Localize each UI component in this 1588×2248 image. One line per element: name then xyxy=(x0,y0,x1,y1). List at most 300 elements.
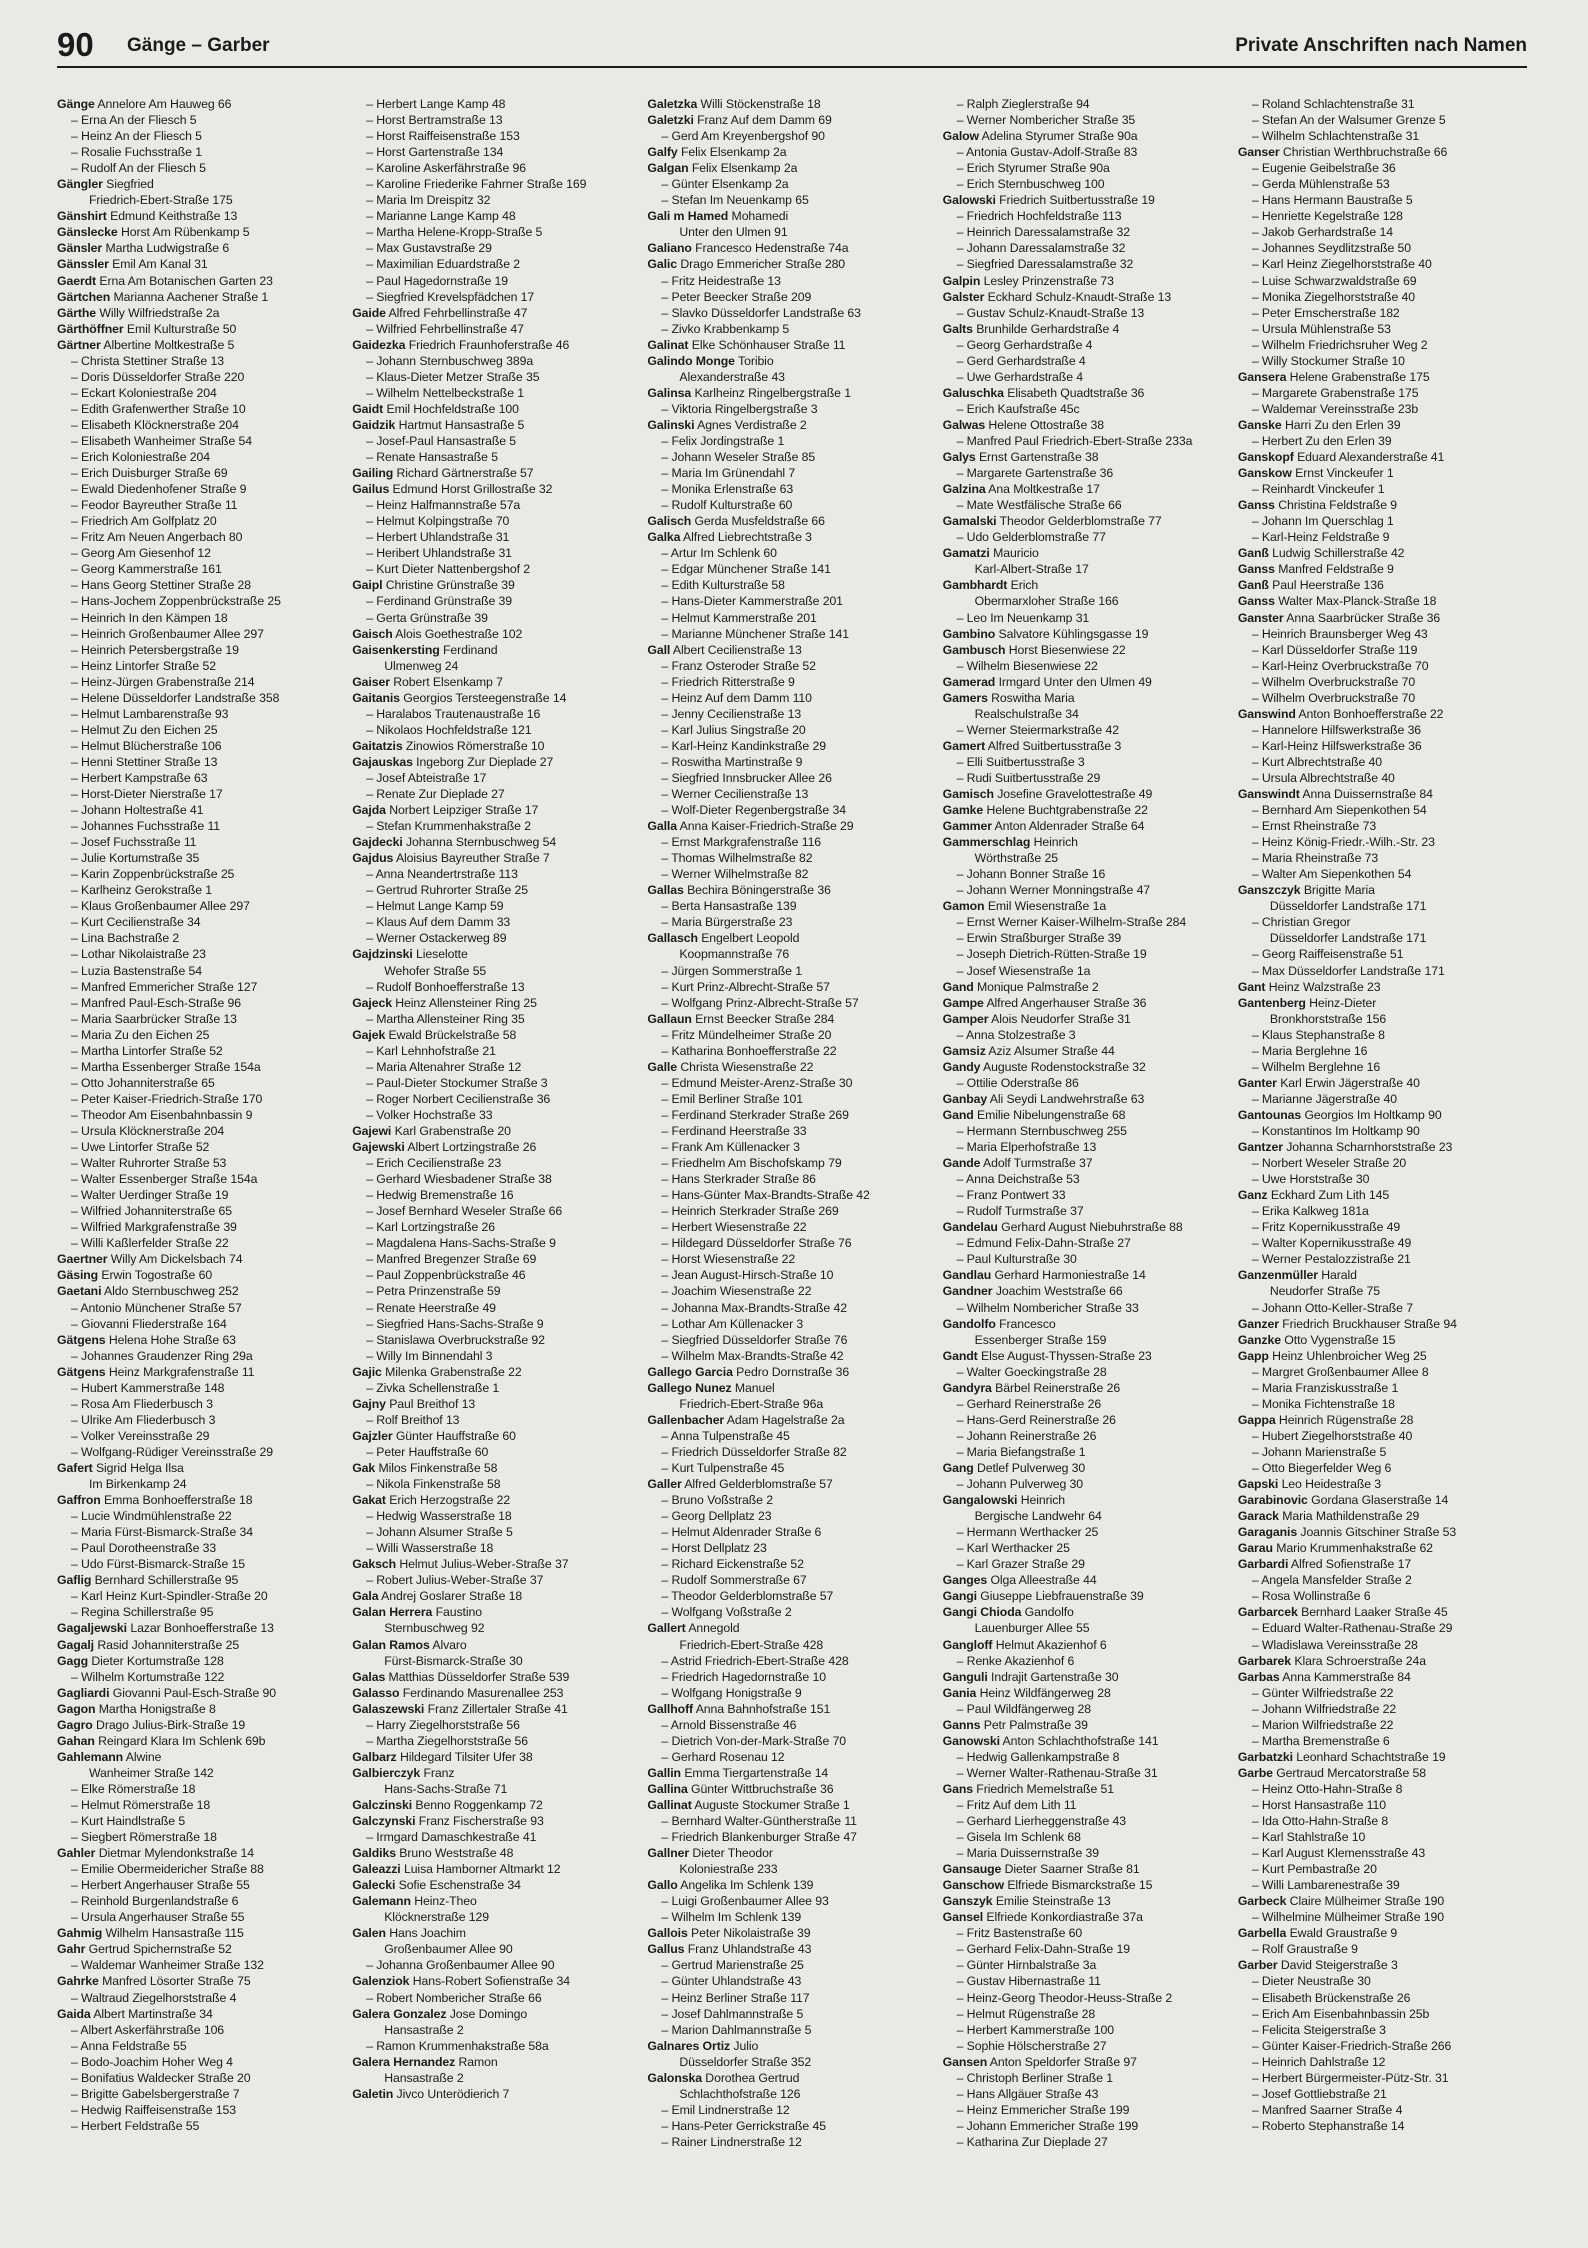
entry-text: – Erich Duisburger Straße 69 xyxy=(71,466,228,481)
directory-entry xyxy=(352,369,641,385)
entry-text: – Johann Marienstraße 5 xyxy=(1251,1444,1387,1459)
surname: Gallus xyxy=(647,1942,685,1957)
directory-entry xyxy=(1238,995,1527,1011)
entry-text: – Wilhelm Schlachtenstraße 31 xyxy=(1251,129,1420,144)
directory-entry xyxy=(647,722,936,738)
directory-entry xyxy=(647,256,936,272)
entry-text: Giovanni Paul-Esch-Straße 90 xyxy=(112,1685,277,1700)
directory-entry xyxy=(352,722,641,738)
entry-text: – Gustav Hibernastraße 11 xyxy=(956,1974,1101,1989)
directory-entry xyxy=(57,930,346,946)
entry-text: – Margarete Gartenstraße 36 xyxy=(956,466,1114,481)
directory-entry xyxy=(647,497,936,513)
directory-entry xyxy=(647,481,936,497)
entry-text: – Werner Steiermarkstraße 42 xyxy=(956,722,1119,737)
entry-text: Wilhelm Hansastraße 115 xyxy=(105,1926,244,1941)
directory-entry xyxy=(1238,946,1527,962)
entry-text: Auguste Stockumer Straße 1 xyxy=(694,1797,850,1812)
directory-entry xyxy=(943,995,1232,1011)
surname: Gamon xyxy=(942,899,985,914)
entry-text: – Klaus Stephanstraße 8 xyxy=(1251,1027,1385,1042)
directory-entry xyxy=(647,1990,936,2006)
directory-entry xyxy=(647,2054,936,2070)
directory-entry xyxy=(57,2118,346,2134)
directory-entry xyxy=(57,208,346,224)
directory-entry xyxy=(1238,1813,1527,1829)
entry-text: – Bernhard Walter-Güntherstraße 11 xyxy=(661,1814,857,1829)
directory-entry xyxy=(647,1540,936,1556)
surname: Galan Herrera xyxy=(352,1605,433,1620)
directory-entry xyxy=(1238,1155,1527,1171)
entry-text: – Georg Raiffeisenstraße 51 xyxy=(1251,947,1404,962)
surname: Gallhoff xyxy=(647,1701,694,1716)
directory-entry xyxy=(352,144,641,160)
directory-entry xyxy=(57,1235,346,1251)
entry-text: Toribio xyxy=(738,353,774,368)
entry-text: Else August-Thyssen-Straße 23 xyxy=(980,1348,1152,1363)
directory-entry xyxy=(352,1572,641,1588)
directory-entry xyxy=(647,1524,936,1540)
directory-entry xyxy=(1238,866,1527,882)
entry-text: – Lothar Nikolaistraße 23 xyxy=(71,947,206,962)
entry-text: Heinz-Theo xyxy=(414,1894,477,1909)
directory-entry xyxy=(647,1171,936,1187)
directory-entry xyxy=(352,1412,641,1428)
directory-entry xyxy=(943,224,1232,240)
directory-entry xyxy=(943,1990,1232,2006)
directory-entry xyxy=(352,1011,641,1027)
entry-text: – Elisabeth Brückenstraße 26 xyxy=(1251,1990,1411,2005)
directory-entry xyxy=(352,337,641,353)
entry-text: – Klaus-Dieter Metzer Straße 35 xyxy=(366,369,540,384)
entry-text: – Hans-Günter Max-Brandts-Straße 42 xyxy=(661,1188,870,1203)
surname: Gang xyxy=(942,1460,974,1475)
entry-text: – Wolfgang Honigstraße 9 xyxy=(661,1685,802,1700)
entry-text: – Maria Bürgerstraße 23 xyxy=(661,915,793,930)
directory-entry xyxy=(943,1893,1232,1909)
entry-text: Claire Mülheimer Straße 190 xyxy=(1289,1894,1445,1909)
directory-entry xyxy=(1238,706,1527,722)
entry-text: – Friedrich Am Golfplatz 20 xyxy=(71,514,217,529)
entry-text: Bergische Landwehr 64 xyxy=(974,1509,1102,1524)
directory-entry xyxy=(1238,2006,1527,2022)
entry-text: – Josef Wiesenstraße 1a xyxy=(956,963,1091,978)
surname: Ganske xyxy=(1237,417,1282,432)
entry-text: Ewald Graustraße 9 xyxy=(1289,1926,1398,1941)
entry-text: Erwin Togostraße 60 xyxy=(101,1268,213,1283)
directory-entry xyxy=(1238,545,1527,561)
directory-entry xyxy=(1238,754,1527,770)
directory-entry xyxy=(647,1460,936,1476)
entry-text: – Wilhelm Overbruckstraße 70 xyxy=(1251,674,1416,689)
surname: Ganss xyxy=(1237,562,1275,577)
directory-entry xyxy=(57,449,346,465)
directory-entry xyxy=(647,449,936,465)
directory-entry xyxy=(943,1685,1232,1701)
entry-text: – Erich Sternbuschweg 100 xyxy=(956,177,1105,192)
entry-text: Leo Heidestraße 3 xyxy=(1281,1477,1382,1492)
surname: Gagro xyxy=(57,1717,93,1732)
directory-entry xyxy=(57,642,346,658)
directory-entry xyxy=(57,1187,346,1203)
directory-entry xyxy=(647,2070,936,2086)
directory-entry xyxy=(647,1813,936,1829)
surname: Galts xyxy=(942,321,973,336)
entry-text: Friedrich-Ebert-Straße 96a xyxy=(679,1396,824,1411)
surname: Gand xyxy=(942,1107,974,1122)
directory-entry xyxy=(647,1941,936,1957)
directory-entry xyxy=(57,577,346,593)
directory-entry xyxy=(647,706,936,722)
directory-entry xyxy=(647,930,936,946)
entry-text: – Rudi Suitbertusstraße 29 xyxy=(956,770,1101,785)
directory-entry xyxy=(1238,2070,1527,2086)
directory-entry xyxy=(943,1540,1232,1556)
directory-entry xyxy=(647,1219,936,1235)
entry-text: – Gerhard Reinerstraße 26 xyxy=(956,1396,1102,1411)
directory-entry xyxy=(943,321,1232,337)
entry-text: – Feodor Bayreuther Straße 11 xyxy=(71,498,238,513)
entry-text: – Siegfried Hans-Sachs-Straße 9 xyxy=(366,1316,544,1331)
directory-entry xyxy=(943,1187,1232,1203)
directory-entry xyxy=(352,1396,641,1412)
directory-entry xyxy=(1238,1235,1527,1251)
directory-entry xyxy=(1238,642,1527,658)
directory-entry xyxy=(647,144,936,160)
directory-entry xyxy=(943,1075,1232,1091)
surname: Garack xyxy=(1237,1509,1279,1524)
entry-text: – Jenny Cecilienstraße 13 xyxy=(661,706,802,721)
entry-text: – Rosa Am Fliederbusch 3 xyxy=(71,1396,213,1411)
directory-entry xyxy=(1238,1717,1527,1733)
directory-entry xyxy=(352,963,641,979)
entry-text: – Werner Walter-Rathenau-Straße 31 xyxy=(956,1765,1158,1780)
directory-entry xyxy=(57,529,346,545)
entry-text: Emilie Steinstraße 13 xyxy=(995,1894,1111,1909)
surname: Gandner xyxy=(942,1284,993,1299)
entry-text: – Helmut Aldenrader Straße 6 xyxy=(661,1525,822,1540)
entry-text: Unter den Ulmen 91 xyxy=(679,225,788,240)
entry-text: – Josef Gottliebstraße 21 xyxy=(1251,2086,1387,2101)
directory-entry xyxy=(647,289,936,305)
directory-entry xyxy=(943,1508,1232,1524)
entry-text: – Kurt Haindlstraße 5 xyxy=(71,1814,186,1829)
directory-entry xyxy=(1238,1749,1527,1765)
directory-entry xyxy=(1238,722,1527,738)
directory-entry xyxy=(647,1380,936,1396)
surname: Gafert xyxy=(57,1460,93,1475)
directory-entry xyxy=(57,1107,346,1123)
surname: Galetzki xyxy=(647,113,694,128)
directory-entry xyxy=(57,1701,346,1717)
entry-text: Drago Emmericher Straße 280 xyxy=(680,257,846,272)
surname: Gandy xyxy=(942,1059,981,1074)
directory-entry xyxy=(1238,1396,1527,1412)
entry-text: Karlheinz Ringelbergstraße 1 xyxy=(694,385,851,400)
directory-entry xyxy=(1238,1203,1527,1219)
directory-entry xyxy=(943,1572,1232,1588)
directory-entry xyxy=(647,1203,936,1219)
surname: Galster xyxy=(942,289,985,304)
entry-text: – Hans Sterkrader Straße 86 xyxy=(661,1172,816,1187)
surname: Gaerdt xyxy=(57,273,97,288)
directory-entry xyxy=(57,1973,346,1989)
entry-text: Felix Elsenkamp 2a xyxy=(681,145,787,160)
directory-entry xyxy=(1238,497,1527,513)
directory-entry xyxy=(352,850,641,866)
directory-entry xyxy=(647,626,936,642)
directory-entry xyxy=(943,882,1232,898)
surname: Gärthe xyxy=(57,305,97,320)
directory-entry xyxy=(57,1348,346,1364)
entry-text: – Renate Heerstraße 49 xyxy=(366,1300,496,1315)
directory-entry xyxy=(352,1637,641,1653)
directory-entry xyxy=(1238,417,1527,433)
directory-entry xyxy=(352,866,641,882)
entry-text: – Joseph Dietrich-Rütten-Straße 19 xyxy=(956,947,1147,962)
directory-entry xyxy=(352,706,641,722)
entry-text: Robert Elsenkamp 7 xyxy=(393,674,503,689)
directory-entry xyxy=(57,2086,346,2102)
column-3 xyxy=(647,96,936,2226)
entry-text: – Eugenie Geibelstraße 36 xyxy=(1251,161,1396,176)
surname: Gajzler xyxy=(352,1428,393,1443)
entry-text: Mohamedi xyxy=(731,209,789,224)
directory-entry xyxy=(647,658,936,674)
directory-entry xyxy=(943,1941,1232,1957)
directory-entry xyxy=(1238,256,1527,272)
entry-text: – Heinrich Petersbergstraße 19 xyxy=(71,642,239,657)
surname: Gallner xyxy=(647,1846,690,1861)
surname: Gamsiz xyxy=(942,1043,986,1058)
surname: Gamerad xyxy=(942,674,996,689)
entry-text: – Maximilian Eduardstraße 2 xyxy=(366,257,521,272)
surname: Galinat xyxy=(647,337,689,352)
surname: Ganskow xyxy=(1237,466,1292,481)
directory-entry xyxy=(647,1653,936,1669)
surname: Galenziok xyxy=(352,1974,410,1989)
directory-entry xyxy=(943,818,1232,834)
entry-text: Manfred Feldstraße 9 xyxy=(1278,562,1394,577)
surname: Gansera xyxy=(1237,369,1287,384)
directory-entry xyxy=(352,1813,641,1829)
entry-text: Obermarxloher Straße 166 xyxy=(974,594,1119,609)
directory-entry xyxy=(1238,1925,1527,1941)
entry-text: – Wilhelm Im Schlenk 139 xyxy=(661,1910,802,1925)
entry-text: – Helmut Kolpingstraße 70 xyxy=(366,514,510,529)
directory-entry xyxy=(647,995,936,1011)
directory-entry xyxy=(647,128,936,144)
entry-text: – Nikola Finkenstraße 58 xyxy=(366,1477,501,1492)
directory-entry xyxy=(57,353,346,369)
directory-entry xyxy=(352,1941,641,1957)
directory-entry xyxy=(352,1091,641,1107)
surname: Galow xyxy=(942,129,980,144)
entry-text: – Franz Pontwert 33 xyxy=(956,1188,1066,1203)
entry-text: Franz Fischerstraße 93 xyxy=(418,1814,544,1829)
entry-text: – Volker Vereinsstraße 29 xyxy=(71,1428,210,1443)
directory-entry xyxy=(57,946,346,962)
directory-entry xyxy=(943,353,1232,369)
entry-text: Horst Am Rübenkamp 5 xyxy=(120,225,250,240)
entry-text: – Jakob Gerhardstraße 14 xyxy=(1251,225,1393,240)
directory-entry xyxy=(647,1861,936,1877)
directory-entry xyxy=(943,160,1232,176)
entry-text: Wanheimer Straße 142 xyxy=(89,1765,214,1780)
entry-text: – Reinhold Burgenlandstraße 6 xyxy=(71,1894,239,1909)
directory-entry xyxy=(647,1075,936,1091)
entry-text: Georgios Tersteegenstraße 14 xyxy=(403,690,567,705)
surname: Gambhardt xyxy=(942,578,1008,593)
entry-text: Monique Palmstraße 2 xyxy=(976,979,1099,994)
entry-text: Friedrich Fraunhoferstraße 46 xyxy=(408,337,570,352)
entry-text: – Maria Fürst-Bismarck-Straße 34 xyxy=(71,1525,253,1540)
entry-text: – Wilhelm Kortumstraße 122 xyxy=(71,1669,225,1684)
entry-text: Ernst Beecker Straße 284 xyxy=(695,1011,835,1026)
directory-entry xyxy=(57,1043,346,1059)
directory-entry xyxy=(352,1283,641,1299)
directory-entry xyxy=(1238,1637,1527,1653)
surname: Gamisch xyxy=(942,787,994,802)
directory-entry xyxy=(943,1283,1232,1299)
directory-entry xyxy=(1238,1588,1527,1604)
entry-text: – Waldemar Wanheimer Straße 132 xyxy=(71,1958,264,1973)
directory-entry xyxy=(943,1251,1232,1267)
directory-entry xyxy=(352,289,641,305)
surname: Gappa xyxy=(1237,1412,1276,1427)
entry-text: – Horst Raiffeisenstraße 153 xyxy=(366,129,520,144)
directory-entry xyxy=(943,930,1232,946)
entry-text: – Josef Bernhard Weseler Straße 66 xyxy=(366,1204,563,1219)
entry-text: – Hans Allgäuer Straße 43 xyxy=(956,2086,1099,2101)
surname: Galecki xyxy=(352,1878,396,1893)
entry-text: Emilie Nibelungenstraße 68 xyxy=(976,1107,1126,1122)
surname: Galbierczyk xyxy=(352,1765,421,1780)
entry-text: Heinz Walzstraße 23 xyxy=(1268,979,1381,994)
surname: Galonska xyxy=(647,2070,702,2085)
entry-text: Helmut Akazienhof 6 xyxy=(995,1637,1107,1652)
directory-entry xyxy=(943,1925,1232,1941)
entry-text: – Luigi Großenbaumer Allee 93 xyxy=(661,1894,829,1909)
directory-entry xyxy=(352,1476,641,1492)
entry-text: – Herbert Uhlandstraße 31 xyxy=(366,530,510,545)
entry-text: – Antonio Münchener Straße 57 xyxy=(71,1300,242,1315)
entry-text: – Manfred Paul Friedrich-Ebert-Straße 233a xyxy=(956,433,1193,448)
directory-entry xyxy=(1238,610,1527,626)
directory-entry xyxy=(57,128,346,144)
directory-entry xyxy=(943,1300,1232,1316)
entry-text: – Johannes Seydlitzstraße 50 xyxy=(1251,241,1412,256)
directory-entry xyxy=(647,1637,936,1653)
entry-text: – Frank Am Küllenacker 3 xyxy=(661,1140,800,1155)
directory-entry xyxy=(352,305,641,321)
entry-text: – Renke Akazienhof 6 xyxy=(956,1653,1075,1668)
entry-text: – Siegfried Daressalamstraße 32 xyxy=(956,257,1134,272)
surname: Gallenbacher xyxy=(647,1412,725,1427)
directory-entry xyxy=(943,337,1232,353)
entry-text: – Felicita Steigerstraße 3 xyxy=(1251,2022,1386,2037)
entry-text: – Fritz Am Neuen Angerbach 80 xyxy=(71,530,243,545)
running-head-range: Gänge – Garber xyxy=(127,35,270,56)
directory-entry xyxy=(943,1091,1232,1107)
entry-text: – Karl-Heinz Kandinkstraße 29 xyxy=(661,738,826,753)
entry-text: Gerhard August Niebuhrstraße 88 xyxy=(1001,1220,1183,1235)
directory-entry xyxy=(647,369,936,385)
surname: Gamke xyxy=(942,803,984,818)
directory-entry xyxy=(57,1396,346,1412)
entry-text: – Heinz-Jürgen Grabenstraße 214 xyxy=(71,674,255,689)
surname: Galindo Monge xyxy=(647,353,735,368)
entry-text: Richard Gärtnerstraße 57 xyxy=(396,466,534,481)
entry-text: Adelina Styrumer Straße 90a xyxy=(981,129,1138,144)
entry-text: – Günter Kaiser-Friedrich-Straße 266 xyxy=(1251,2038,1452,2053)
entry-text: – Erika Kalkweg 181a xyxy=(1251,1204,1369,1219)
directory-entry xyxy=(57,1283,346,1299)
entry-text: – Hedwig Raiffeisenstraße 153 xyxy=(71,2102,237,2117)
directory-entry xyxy=(352,642,641,658)
directory-entry xyxy=(352,754,641,770)
directory-entry xyxy=(943,850,1232,866)
directory-entry xyxy=(1238,1171,1527,1187)
directory-entry xyxy=(352,674,641,690)
entry-text: – Gerd Am Kreyenbergshof 90 xyxy=(661,129,825,144)
entry-text: – Werner Wilhelmstraße 82 xyxy=(661,867,809,882)
entry-text: Dorothea Gertrud xyxy=(705,2070,800,2085)
directory-entry xyxy=(647,979,936,995)
surname: Gapp xyxy=(1237,1348,1269,1363)
entry-text: Eckhard Zum Lith 145 xyxy=(1270,1188,1390,1203)
directory-entry xyxy=(352,481,641,497)
surname: Gall xyxy=(647,642,671,657)
directory-entry xyxy=(352,1877,641,1893)
surname: Galic xyxy=(647,257,677,272)
surname: Ganter xyxy=(1237,1075,1277,1090)
entry-text: – Herbert Wiesenstraße 22 xyxy=(661,1220,807,1235)
entry-text: – Karl-Heinz Overbruckstraße 70 xyxy=(1251,658,1429,673)
directory-entry xyxy=(943,1524,1232,1540)
entry-text: – Ursula Klöcknerstraße 204 xyxy=(71,1124,225,1138)
entry-text: Emil Hochfeldstraße 100 xyxy=(386,401,519,416)
entry-text: – Zivka Schellenstraße 1 xyxy=(366,1380,500,1395)
directory-entry xyxy=(352,914,641,930)
entry-text: Bärbel Reinerstraße 26 xyxy=(995,1380,1121,1395)
entry-text: Lesley Prinzenstraße 73 xyxy=(983,273,1114,288)
directory-entry xyxy=(352,1733,641,1749)
directory-entry xyxy=(943,626,1232,642)
entry-text: – Kurt Cecilienstraße 34 xyxy=(71,915,201,930)
surname: Gallert xyxy=(647,1621,686,1636)
surname: Gammer xyxy=(942,819,992,834)
entry-text: – Eduard Walter-Rathenau-Straße 29 xyxy=(1251,1621,1453,1636)
directory-entry xyxy=(1238,96,1527,112)
directory-entry xyxy=(1238,1139,1527,1155)
entry-text: – Renate Hansastraße 5 xyxy=(366,450,498,465)
directory-entry xyxy=(1238,1476,1527,1492)
directory-entry xyxy=(647,2022,936,2038)
surname: Gaertner xyxy=(57,1252,108,1267)
entry-text: Koloniestraße 233 xyxy=(679,1862,778,1877)
directory-entry xyxy=(647,1701,936,1717)
directory-entry xyxy=(647,963,936,979)
surname: Gänsler xyxy=(57,241,103,256)
directory-entry xyxy=(647,273,936,289)
entry-text: Agnes Verdistraße 2 xyxy=(697,417,807,432)
directory-entry xyxy=(1238,224,1527,240)
surname: Gaidezka xyxy=(352,337,406,352)
entry-text: – Wilhelm Berglehne 16 xyxy=(1251,1059,1381,1074)
directory-entry xyxy=(57,1733,346,1749)
directory-entry xyxy=(57,1620,346,1636)
